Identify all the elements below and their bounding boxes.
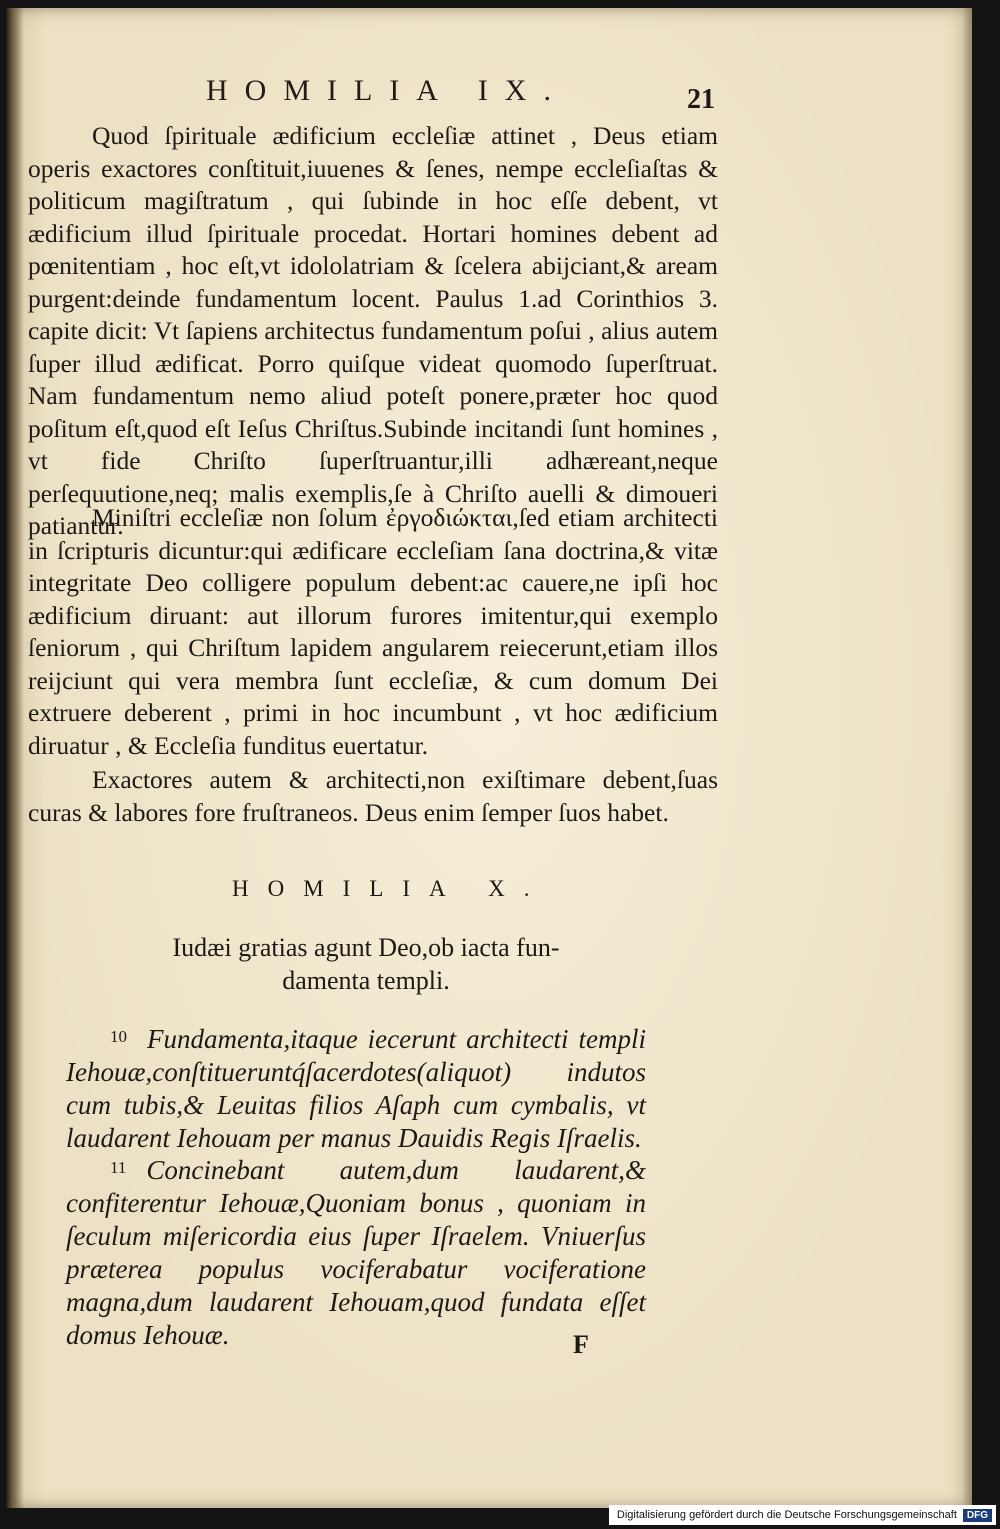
footer-text: Digitalisierung gefördert durch die Deutsche Forschungsgemeinschaft (616, 1509, 957, 1521)
verse-text: Fundamenta,itaque iecerunt architecti templi Iehouæ,conſtitueruntq́ſacerdotes(aliquot) indutos cum tubis,& Leuitas filios Aſaph cum cymbalis, vt laudarent Iehouam per manus Dauidis Regis Iſraelis. (66, 1024, 646, 1153)
paragraph (28, 764, 718, 829)
funding-footer (609, 1505, 996, 1525)
chapter-summary (156, 931, 576, 997)
paragraph (28, 120, 718, 543)
verse (66, 1151, 646, 1352)
book-page (6, 8, 972, 1508)
paragraph (28, 502, 718, 762)
section-heading: HOMILIA X. (232, 876, 549, 901)
running-head: HOMILIA IX. (206, 74, 568, 107)
signature-mark: F (573, 1330, 589, 1359)
page-number: 21 (687, 84, 715, 115)
dfg-logo: DFG (963, 1509, 992, 1522)
paragraph-text: Quod ſpirituale ædificium eccleſiæ attinet , Deus etiam operis exactores conſtituit,iuuenes & ſenes, nempe eccleſiaſtas & politicum magiſtratum , qui ſubinde in hoc eſſe debent, vt ædificium illud ſpirituale procedat. Hortari homines debent ad pœnitentiam , hoc eſt,vt idololatriam & ſcelera abijciant,& aream purgent:deinde fundamentum locent. Paulus 1.ad Corinthios 3. capite dicit: Vt ſapiens architectus fundamentum poſui , alius autem ſuper illud ædificat. Porro quiſque videat quomodo ſuperſtruat. Nam fundamentum nemo aliud poteſt ponere,præter hoc quod poſitum eſt,quod eſt Ieſus Chriſtus.Subinde incitandi ſunt homines , vt fide Chriſto ſuperſtruantur,illi adhæreant,neque perſequutione,neq; malis exemplis,ſe à Chriſto auelli & dimoueri patiantur. (28, 121, 718, 540)
verse-number: 10 (110, 1027, 127, 1046)
verse-number: 11 (110, 1158, 127, 1177)
paragraph-text: Miniſtri eccleſiæ non ſolum ἐργοδιώκται,ſed etiam architecti in ſcripturis dicuntur:qui ædificare eccleſiam ſana doctrina,& vitæ integritate Deo colligere populum debent:ac cauere,ne ipſi hoc ædificium diruant: aut illorum furores imitentur,qui exemplo ſeniorum , qui Chriſtum lapidem angularem reiecerunt,etiam illos reijciunt qui vera membra ſunt eccleſiæ, & cum domum Dei extruere deberent , primi in hoc incumbunt , vt hoc ædificium diruatur , & Eccleſia funditus euertatur. (28, 503, 718, 760)
verse-text: Concinebant autem,dum laudarent,& confiterentur Iehouæ,Quoniam bonus , quoniam in ſeculum miſericordia eius ſuper Iſraelem. Vniuerſus præterea populus vociferabatur vociferatione magna,dum laudarent Iehouam,quod fundata eſſet domus Iehouæ. (66, 1155, 646, 1350)
verse (66, 1020, 646, 1155)
book-gutter (6, 8, 24, 1508)
summary-line: Iudæi gratias agunt Deo,ob iacta fun- (172, 933, 560, 962)
summary-line: damenta templi. (282, 966, 450, 995)
page-edge (962, 8, 972, 1508)
paragraph-text: Exactores autem & architecti,non exiſtimare debent,ſuas curas & labores fore fruſtraneos. Deus enim ſemper ſuos habet. (28, 765, 718, 827)
